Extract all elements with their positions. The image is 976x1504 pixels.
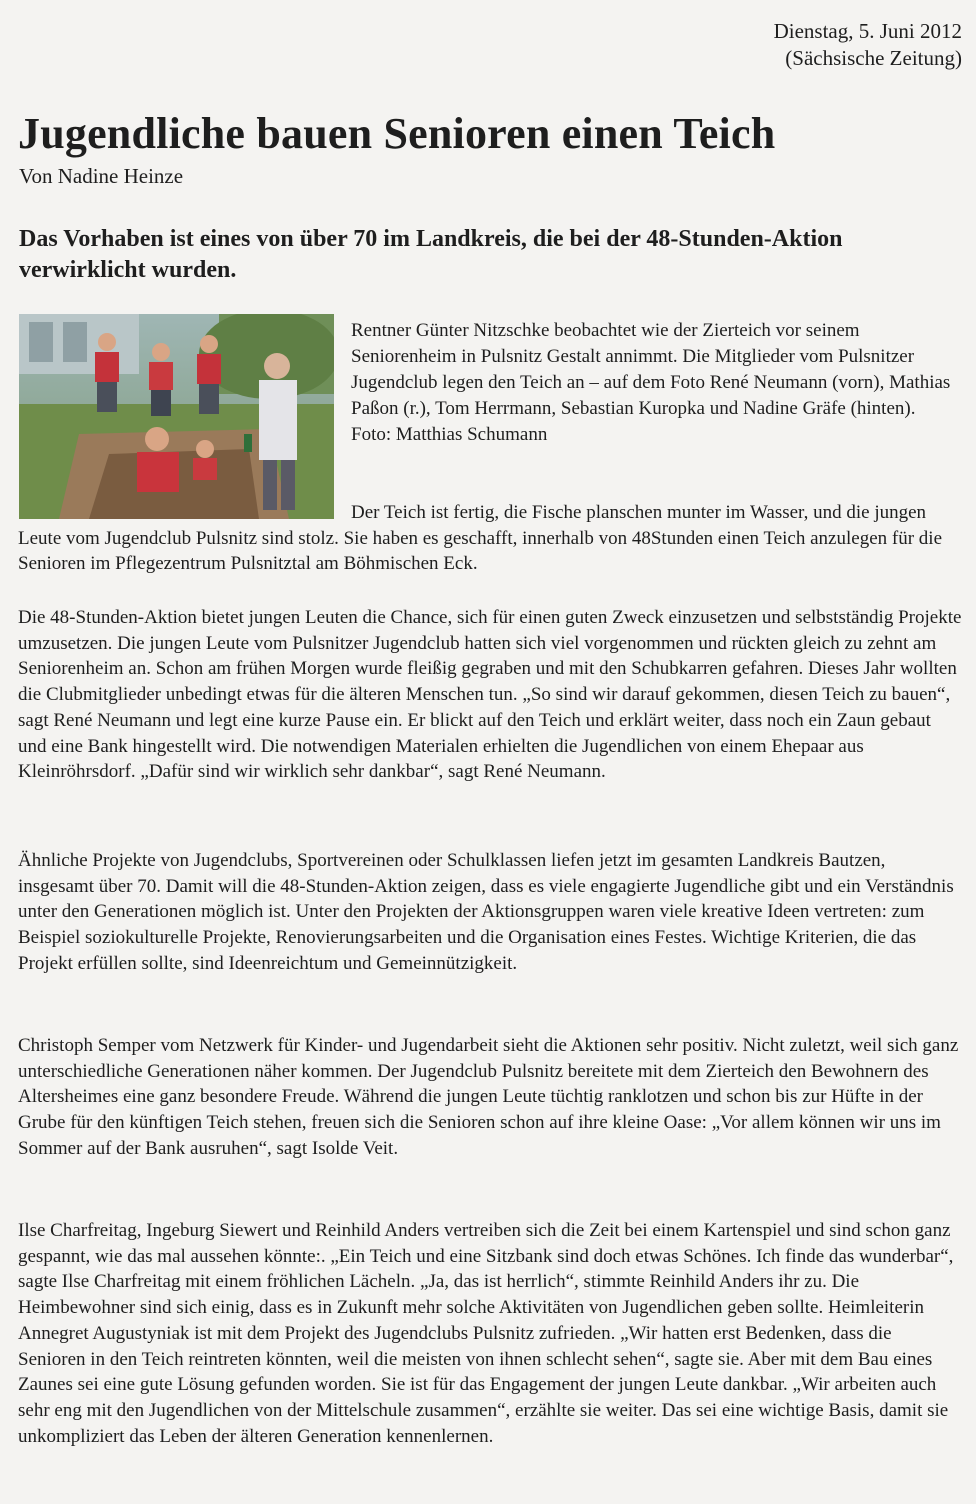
paragraph-block bbox=[18, 1218, 962, 1449]
photo-caption: Rentner Günter Nitzschke beobachtet wie der Zierteich vor seinem Seniorenheim in Pulsnitz Gestalt annimmt. Die Mitglieder vom Pulsnitzer Jugendclub legen den Teich an – auf dem Foto René Neumann (vorn), Mathias Paßon (r.), Tom Herrmann, Sebastian Kuropka und Nadine Gräfe (hinten). Foto: Matthias Schumann bbox=[351, 320, 951, 445]
article-byline: Von Nadine Heinze bbox=[19, 164, 184, 188]
publication-source: (Sächsische Zeitung) bbox=[785, 46, 962, 70]
publication-date: Dienstag, 5. Juni 2012 bbox=[773, 19, 962, 43]
paragraph-block bbox=[18, 1033, 962, 1162]
paragraph: Die 48-Stunden-Aktion bietet jungen Leuten die Chance, sich für einen guten Zweck einzusetzen und selbstständig Projekte umzusetzen. Die jungen Leute vom Pulsnitzer Jugendclub hatten sich viel vorgenommen und rückten gleich zu zehnt am Seniorenheim an. Schon am frühen Morgen wurde fleißig gegraben und mit den Schubkarren gefahren. Dieses Jahr wollten die Clubmitglieder unbedingt etwas für die älteren Menschen tun. „So sind wir darauf gekommen, diesen Teich zu bauen“, sagt René Neumann und legt eine kurze Pause ein. Er blickt auf den Teich und erklärt weiter, dass noch ein Zaun gebaut und eine Bank hingestellt wird. Die notwendigen Materialen erhielten die Jugendlichen von einem Ehepaar aus Kleinröhrsdorf. „Dafür sind wir wirklich sehr dankbar“, sagt René Neumann. bbox=[18, 607, 962, 783]
paragraph: Christoph Semper vom Netzwerk für Kinder- und Jugendarbeit sieht die Aktionen sehr positiv. Nicht zuletzt, weil sich ganz unterschiedliche Generationen näher kommen. Der Jugendclub Pulsnitz bereitete mit dem Zierteich den Bewohnern des Altersheimes eine ganz besondere Freude. Während die jungen Leute tüchtig ranklotzen und schon bis zur Hüfte in der Grube für den künftigen Teich stehen, freuen sich die Senioren schon auf ihre kleine Oase: „Vor allem können wir uns im Sommer auf der Bank ausruhen“, sagt Isolde Veit. bbox=[18, 1035, 959, 1159]
paragraph: Ilse Charfreitag, Ingeburg Siewert und Reinhild Anders vertreiben sich die Zeit bei einem Kartenspiel und sind schon ganz gespannt, wie das mal aussehen könnte:. „Ein Teich und eine Sitzbank sind doch etwas Schönes. Ich finde das wunderbar“, sagte Ilse Charfreitag mit einem fröhlichen Lächeln. „Ja, das ist herrlich“, stimmte Reinhild Anders ihr zu. Die Heimbewohner sind sich einig, dass es in Zukunft mehr solche Aktivitäten von Jugendlichen geben sollte. Heimleiterin Annegret Augustyniak ist mit dem Projekt des Jugendclubs Pulsnitz zufrieden. „Wir hatten erst Bedenken, dass die Senioren in den Teich reintreten könnten, weil die meisten von ihnen schlecht sehen“, sagte sie. Aber mit dem Bau eines Zaunes sei eine gute Lösung gefunden worden. Sie ist für das Engagement der jungen Leute dankbar. „Wir arbeiten auch sehr eng mit den Jugendlichen von der Mittelschule zusammen“, erzählte sie weiter. Das sei eine wichtige Basis, damit sie unkompliziert das Leben der älteren Generation kennenlernen. bbox=[18, 1220, 954, 1447]
article-title: Jugendliche bauen Senioren einen Teich bbox=[18, 109, 776, 158]
paragraph: Ähnliche Projekte von Jugendclubs, Sportvereinen oder Schulklassen liefen jetzt im gesamten Landkreis Bautzen, insgesamt über 70. Damit will die 48-Stunden-Aktion zeigen, dass es viele engagierte Jugendliche gibt und ein Verständnis unter den Generationen möglich ist. Unter den Projekten der Aktionsgruppen waren viele kreative Ideen vertreten: zum Beispiel soziokulturelle Projekte, Renovierungsarbeiten und die Organisation eines Festes. Wichtige Kriterien, die das Projekt erfüllen sollte, sind Ideenreichtum und Gemeinnützigkeit. bbox=[18, 850, 954, 974]
paragraph-block bbox=[18, 848, 962, 977]
article-photo bbox=[19, 314, 334, 519]
publication-header bbox=[774, 18, 962, 72]
photo-illustration bbox=[19, 314, 334, 519]
article-lead: Das Vorhaben ist eines von über 70 im Landkreis, die bei der 48-Stunden-Aktion verwirklicht wurden. bbox=[19, 226, 843, 283]
paragraph-block bbox=[18, 605, 962, 785]
paragraph: Der Teich ist fertig, die Fische planschen munter im Wasser, und die jungen Leute vom Jugendclub Pulsnitz sind stolz. Sie haben es geschafft, innerhalb von 48Stunden einen Teich anzulegen für die Senioren im Pflegezentrum Pulsnitztal am Böhmischen Eck. bbox=[18, 502, 942, 575]
article-body bbox=[18, 500, 962, 577]
